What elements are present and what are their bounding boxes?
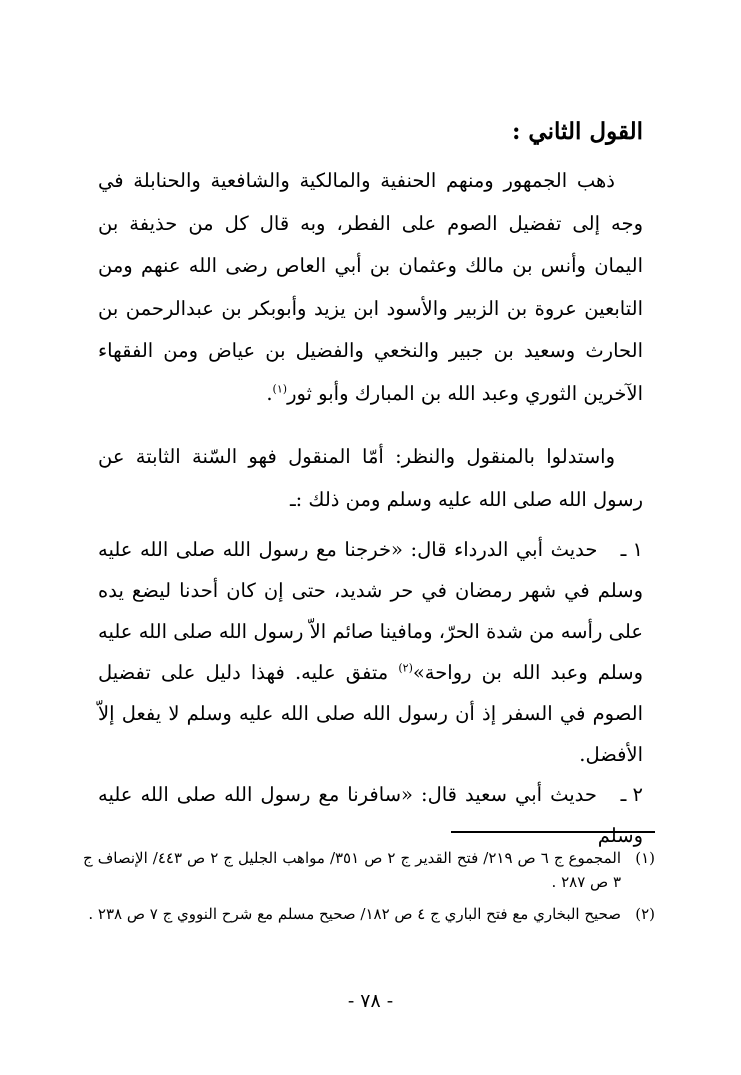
footnote-number: (٢): [635, 905, 655, 923]
list-item-text: حديث أبي سعيد قال: «سافرنا مع رسول الله صلى الله عليه وسلم: [98, 783, 643, 847]
footnote: [83, 902, 655, 926]
footnote-divider: [451, 831, 655, 833]
footnote: [83, 846, 655, 894]
paragraph-1: [98, 160, 643, 415]
list-item-number: ٢ ـ: [620, 783, 644, 806]
list-item: [98, 774, 643, 856]
footnote-text: صحيح البخاري مع فتح الباري ج ٤ ص ١٨٢/ صحيح مسلم مع شرح النووي ج ٧ ص ٢٣٨ .: [88, 905, 621, 923]
paragraph-1-end: .: [266, 381, 273, 405]
list-item-text-after: متفق عليه. فهذا دليل على تفضيل الصوم في السفر إذ أن رسول الله صلى الله عليه وسلم لا يفعل إلاّ الأفضل.: [98, 661, 643, 766]
footnotes: [83, 846, 655, 934]
list-item-text: حديث أبي الدرداء قال: «خرجنا مع رسول الله صلى الله عليه وسلم في شهر رمضان في حر شديد، حتى إن كان أحدنا ليضع يده على رأسه من شدة الحرّ، ومافينا صائم الاّ رسول الله صلى الله عليه وسلم وعبد الله بن رواحة»: [98, 538, 643, 684]
footnote-ref-2: (٢): [398, 661, 413, 675]
paragraph-2: واستدلوا بالمنقول والنظر: أمّا المنقول فهو السّنة الثابتة عن رسول الله صلى الله عليه وسلم ومن ذلك :ـ: [98, 445, 643, 511]
footnote-ref-1: (١): [272, 382, 288, 395]
footnote-text: المجموع ج ٦ ص ٢١٩/ فتح القدير ج ٢ ص ٣٥١/ مواهب الجليل ج ٢ ص ٤٤٣/ الإنصاف ج ٣ ص ٢٨٧ .: [83, 849, 621, 891]
paragraph-1-text: ذهب الجمهور ومنهم الحنفية والمالكية والشافعية والحنابلة في وجه إلى تفضيل الصوم على الفطر، وبه قال كل من حذيفة بن اليمان وأنس بن مالك وعثمان بن أبي العاص رضى الله عنهم ومن التابعين عروة بن الزبير والأسود ابن يزيد وأبوبكر بن عبدالرحمن بن الحارث وسعيد بن جبير والنخعي والفضيل بن عياض ومن الفقهاء الآخرين الثوري وعبد الله بن المبارك وأبو ثور: [98, 169, 643, 405]
list-item-number: ١ ـ: [620, 538, 643, 561]
list-item: [98, 529, 643, 775]
section-heading: القول الثاني :: [511, 118, 643, 145]
footnote-number: (١): [635, 849, 655, 867]
page-number: - ٧٨ -: [347, 990, 394, 1012]
